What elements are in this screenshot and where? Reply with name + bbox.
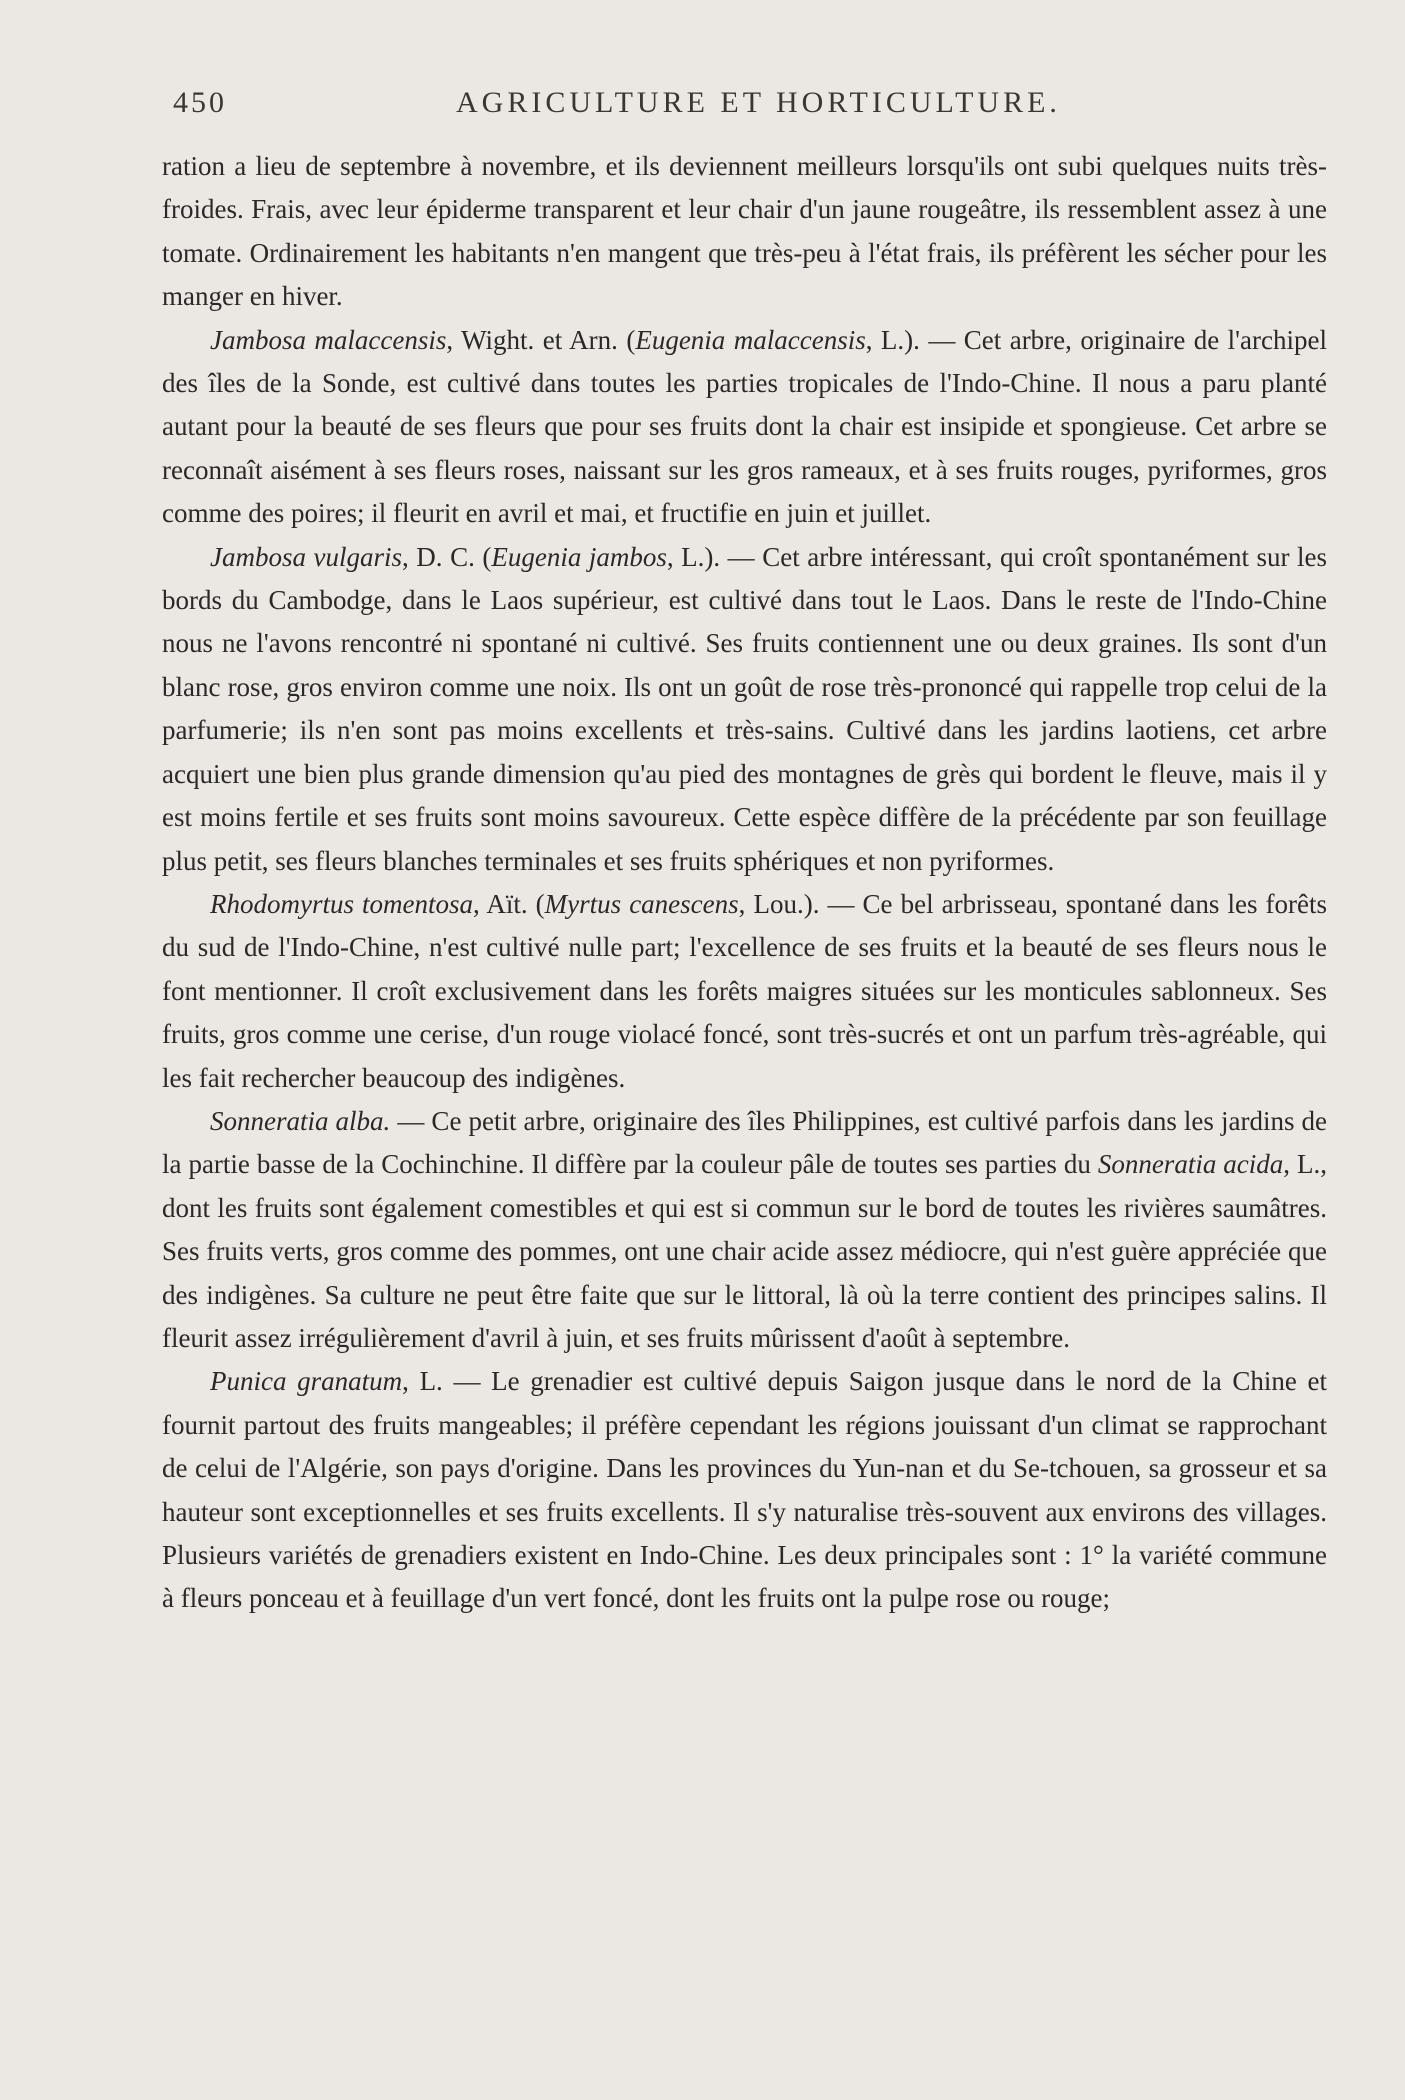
paragraph-text: — Ce petit arbre, originaire des îles Philippines, est cultivé parfois dans les jardins de la partie basse de la Cochinchine. Il diffère par la couleur pâle de toutes ses parties du (162, 1105, 1327, 1180)
page-number: 450 (173, 86, 227, 119)
synonym-name: Myrtus canescens (544, 888, 739, 919)
paragraph-continuation (162, 145, 1327, 319)
paragraph-text: , Wight. et Arn. ( (446, 324, 636, 355)
synonym-name: Eugenia malaccensis (635, 324, 866, 355)
paragraph-text: ration a lieu de septembre à novembre, et ils deviennent meilleurs lorsqu'ils ont subi quelques nuits très-froides. Frais, avec leur épiderme transparent et leur chair d'un jaune rougeâtre, ils ressemblent assez à une tomate. Ordinairement les habitants n'en mangent que très-peu à l'état frais, ils préfèrent les sécher pour les manger en hiver. (162, 151, 1327, 312)
paragraph-jambosa-malaccensis (162, 319, 1327, 536)
paragraph-text: , Lou.). — Ce bel arbrisseau, spontané dans les forêts du sud de l'Indo-Chine, n'est cultivé nulle part; l'excellence de ses fruits et la beauté de ses fleurs nous le font mentionner. Il croît exclusivement dans les forêts maigres situées sur les monticules sablonneux. Ses fruits, gros comme une cerise, d'un rouge violacé foncé, sont très-sucrés et ont un parfum très-agréable, qui les fait rechercher beaucoup des indigènes. (162, 888, 1327, 1093)
paragraph-sonneratia-alba (162, 1100, 1327, 1360)
paragraph-punica-granatum (162, 1360, 1327, 1620)
running-title: AGRICULTURE ET HORTICULTURE. (456, 86, 1061, 119)
paragraph-text: , L., dont les fruits sont également comestibles et qui est si commun sur le bord de toutes les rivières saumâtres. Ses fruits verts, gros comme des pommes, ont une chair acide assez médiocre, qui n'est guère appréciée que des indigènes. Sa culture ne peut être faite que sur le littoral, là où la terre contient des principes salins. Il fleurit assez irrégulièrement d'avril à juin, et ses fruits mûrissent d'août à septembre. (162, 1149, 1327, 1353)
species-name: Jambosa vulgaris (210, 541, 403, 572)
species-name: Rhodomyrtus tomentosa (210, 888, 474, 919)
paragraph-text: , L.). — Cet arbre, originaire de l'archipel des îles de la Sonde, est cultivé dans toutes les parties tropicales de l'Indo-Chine. Il nous a paru planté autant pour la beauté de ses fleurs que pour ses fruits dont la chair est insipide et spongieuse. Cet arbre se reconnaît aisément à ses fleurs roses, naissant sur les gros rameaux, et à ses fruits rouges, pyriformes, gros comme des poires; il fleurit en avril et mai, et fructifie en juin et juillet. (162, 324, 1327, 529)
species-name: Jambosa malaccensis (210, 324, 447, 355)
synonym-name: Eugenia jambos (491, 541, 667, 572)
paragraph-text: , L. — Le grenadier est cultivé depuis Saigon jusque dans le nord de la Chine et fournit partout des fruits mangeables; il préfère cependant les régions jouissant d'un climat se rapprochant de celui de l'Algérie, son pays d'origine. Dans les provinces du Yun-nan et du Se-tchouen, sa grosseur et sa hauteur sont exceptionnelles et ses fruits excellents. Il s'y naturalise très-souvent aux environs des villages. Plusieurs variétés de grenadiers existent en Indo-Chine. Les deux principales sont : 1° la variété commune à fleurs ponceau et à feuillage d'un vert foncé, dont les fruits ont la pulpe rose ou rouge; (162, 1366, 1327, 1614)
paragraph-text: , L.). — Cet arbre intéressant, qui croît spontanément sur les bords du Cambodge, dans le Laos supérieur, est cultivé dans tout le Laos. Dans le reste de l'Indo-Chine nous ne l'avons rencontré ni spontané ni cultivé. Ses fruits contiennent une ou deux graines. Ils sont d'un blanc rose, gros environ comme une noix. Ils ont un goût de rose très-prononcé qui rappelle trop celui de la parfumerie; ils n'en sont pas moins excellents et très-sains. Cultivé dans les jardins laotiens, cet arbre acquiert une bien plus grande dimension qu'au pied des montagnes de grès qui bordent le fleuve, mais il y est moins fertile et ses fruits sont moins savoureux. Cette espèce diffère de la précédente par son feuillage plus petit, ses fleurs blanches terminales et ses fruits sphériques et non pyriformes. (162, 541, 1327, 876)
paragraph-rhodomyrtus-tomentosa (162, 883, 1327, 1100)
paragraph-jambosa-vulgaris (162, 536, 1327, 883)
body-text (162, 145, 1327, 1621)
paragraph-text: , Aït. ( (473, 888, 545, 919)
page-header (173, 86, 1323, 126)
paragraph-text: , D. C. ( (402, 541, 492, 572)
synonym-name: Sonneratia acida (1097, 1149, 1284, 1180)
species-name: Sonneratia alba. (210, 1105, 391, 1136)
species-name: Punica granatum (210, 1366, 403, 1397)
